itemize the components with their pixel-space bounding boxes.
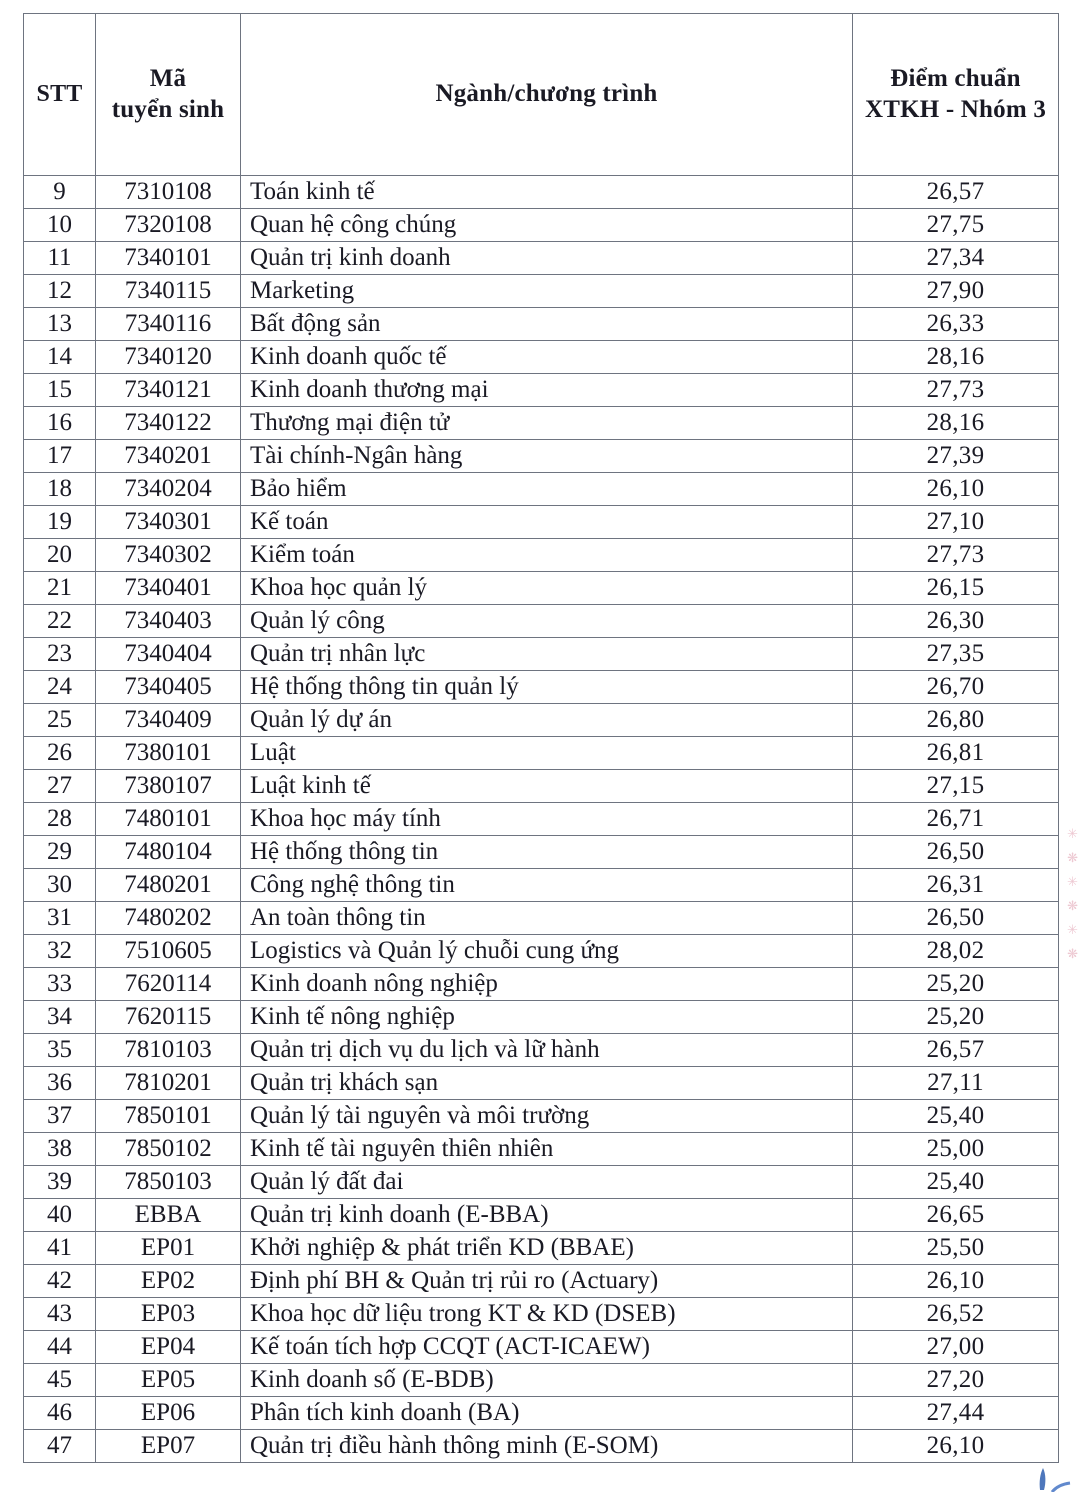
- cell-major: Quản trị kinh doanh: [241, 242, 853, 275]
- cell-score: 27,00: [853, 1331, 1059, 1364]
- table-body: [24, 176, 1059, 1463]
- cell-code: EP03: [96, 1298, 241, 1331]
- table-row: [24, 242, 1059, 275]
- cell-code: 7340101: [96, 242, 241, 275]
- cell-major: Quản lý công: [241, 605, 853, 638]
- cell-code: 7320108: [96, 209, 241, 242]
- cell-stt: 15: [24, 374, 96, 407]
- cell-major: Marketing: [241, 275, 853, 308]
- cell-code: 7380107: [96, 770, 241, 803]
- cell-major: Kinh doanh nông nghiệp: [241, 968, 853, 1001]
- cell-score: 27,90: [853, 275, 1059, 308]
- cell-score: 26,10: [853, 1265, 1059, 1298]
- column-header-stt: [24, 14, 96, 176]
- column-header-code-line1: Mã: [149, 65, 187, 92]
- cell-stt: 31: [24, 902, 96, 935]
- cell-major: Luật kinh tế: [241, 770, 853, 803]
- cell-major: Kế toán: [241, 506, 853, 539]
- cell-score: 27,39: [853, 440, 1059, 473]
- cell-code: 7850103: [96, 1166, 241, 1199]
- cell-major: Quản lý đất đai: [241, 1166, 853, 1199]
- column-header-stt-line1: STT: [36, 80, 83, 107]
- table-row: [24, 803, 1059, 836]
- cell-code: 7340116: [96, 308, 241, 341]
- cell-stt: 25: [24, 704, 96, 737]
- cell-major: Bất động sản: [241, 308, 853, 341]
- cell-stt: 27: [24, 770, 96, 803]
- cell-major: Quản trị kinh doanh (E-BBA): [241, 1199, 853, 1232]
- cell-stt: 19: [24, 506, 96, 539]
- table-row: [24, 1001, 1059, 1034]
- cell-code: 7340403: [96, 605, 241, 638]
- column-header-code: [96, 14, 241, 176]
- cell-score: 25,20: [853, 1001, 1059, 1034]
- cell-code: 7340201: [96, 440, 241, 473]
- cell-stt: 22: [24, 605, 96, 638]
- cell-code: 7480201: [96, 869, 241, 902]
- cell-score: 28,16: [853, 407, 1059, 440]
- table-header-row: [24, 14, 1059, 176]
- cell-code: 7480101: [96, 803, 241, 836]
- cell-code: 7480104: [96, 836, 241, 869]
- cell-stt: 11: [24, 242, 96, 275]
- cell-code: 7340301: [96, 506, 241, 539]
- cell-stt: 42: [24, 1265, 96, 1298]
- cell-stt: 40: [24, 1199, 96, 1232]
- cell-score: 26,10: [853, 1430, 1059, 1463]
- table-row: [24, 902, 1059, 935]
- column-header-score: [853, 14, 1059, 176]
- cell-stt: 32: [24, 935, 96, 968]
- cell-score: 25,40: [853, 1100, 1059, 1133]
- cell-stt: 24: [24, 671, 96, 704]
- cell-stt: 33: [24, 968, 96, 1001]
- cell-code: EP01: [96, 1232, 241, 1265]
- table-row: [24, 737, 1059, 770]
- cell-score: 25,40: [853, 1166, 1059, 1199]
- cell-score: 27,73: [853, 539, 1059, 572]
- bleed-through-mark: ❋: [1067, 851, 1078, 866]
- table-row: [24, 1034, 1059, 1067]
- cell-score: 26,71: [853, 803, 1059, 836]
- cell-stt: 14: [24, 341, 96, 374]
- bleed-through-mark: ❋: [1067, 899, 1078, 914]
- cell-stt: 29: [24, 836, 96, 869]
- cell-major: Khởi nghiệp & phát triển KD (BBAE): [241, 1232, 853, 1265]
- column-header-code-line2: tuyển sinh: [111, 95, 225, 123]
- cell-code: 7340122: [96, 407, 241, 440]
- cell-code: 7340409: [96, 704, 241, 737]
- table-row: [24, 506, 1059, 539]
- cell-score: 26,10: [853, 473, 1059, 506]
- table-row: [24, 572, 1059, 605]
- cell-score: 26,31: [853, 869, 1059, 902]
- cell-major: Quản trị khách sạn: [241, 1067, 853, 1100]
- table-row: [24, 539, 1059, 572]
- table-row: [24, 374, 1059, 407]
- cell-score: 25,00: [853, 1133, 1059, 1166]
- table-row: [24, 1265, 1059, 1298]
- cell-score: 25,20: [853, 968, 1059, 1001]
- cell-major: Kinh doanh quốc tế: [241, 341, 853, 374]
- table-row: [24, 1298, 1059, 1331]
- cell-major: Hệ thống thông tin: [241, 836, 853, 869]
- cell-code: 7620115: [96, 1001, 241, 1034]
- cell-stt: 45: [24, 1364, 96, 1397]
- table-row: [24, 209, 1059, 242]
- table-row: [24, 935, 1059, 968]
- cell-score: 27,44: [853, 1397, 1059, 1430]
- cell-score: 26,52: [853, 1298, 1059, 1331]
- cell-stt: 9: [24, 176, 96, 209]
- cell-score: 27,11: [853, 1067, 1059, 1100]
- cell-major: Khoa học dữ liệu trong KT & KD (DSEB): [241, 1298, 853, 1331]
- cell-code: 7340121: [96, 374, 241, 407]
- table-row: [24, 1199, 1059, 1232]
- cell-code: 7810103: [96, 1034, 241, 1067]
- cell-score: 27,34: [853, 242, 1059, 275]
- cell-major: Kinh tế nông nghiệp: [241, 1001, 853, 1034]
- cell-score: 26,30: [853, 605, 1059, 638]
- table-row: [24, 1133, 1059, 1166]
- cell-stt: 34: [24, 1001, 96, 1034]
- cell-stt: 16: [24, 407, 96, 440]
- cell-code: EP04: [96, 1331, 241, 1364]
- cell-major: Toán kinh tế: [241, 176, 853, 209]
- cell-stt: 43: [24, 1298, 96, 1331]
- cell-stt: 21: [24, 572, 96, 605]
- cell-score: 26,15: [853, 572, 1059, 605]
- cell-stt: 36: [24, 1067, 96, 1100]
- cell-major: Kiểm toán: [241, 539, 853, 572]
- cell-score: 28,16: [853, 341, 1059, 374]
- cell-stt: 37: [24, 1100, 96, 1133]
- cell-stt: 18: [24, 473, 96, 506]
- cell-stt: 39: [24, 1166, 96, 1199]
- cell-code: 7380101: [96, 737, 241, 770]
- cell-major: Khoa học quản lý: [241, 572, 853, 605]
- cell-score: 27,75: [853, 209, 1059, 242]
- cell-stt: 28: [24, 803, 96, 836]
- column-header-major-line1: Ngành/chương trình: [435, 80, 658, 108]
- cell-code: 7340115: [96, 275, 241, 308]
- cell-stt: 10: [24, 209, 96, 242]
- cell-major: Kế toán tích hợp CCQT (ACT-ICAEW): [241, 1331, 853, 1364]
- cell-code: 7810201: [96, 1067, 241, 1100]
- cell-code: EP05: [96, 1364, 241, 1397]
- cell-code: 7620114: [96, 968, 241, 1001]
- cell-major: Kinh doanh thương mại: [241, 374, 853, 407]
- bleed-through-mark: ✳: [1067, 875, 1078, 890]
- cell-code: 7510605: [96, 935, 241, 968]
- cell-stt: 47: [24, 1430, 96, 1463]
- cell-major: Kinh tế tài nguyên thiên nhiên: [241, 1133, 853, 1166]
- cell-major: Quản trị dịch vụ du lịch và lữ hành: [241, 1034, 853, 1067]
- cell-score: 26,50: [853, 902, 1059, 935]
- cell-code: EP06: [96, 1397, 241, 1430]
- table-row: [24, 275, 1059, 308]
- column-header-major: [241, 14, 853, 176]
- cell-code: 7340120: [96, 341, 241, 374]
- cell-major: Quản trị điều hành thông minh (E-SOM): [241, 1430, 853, 1463]
- bleed-through-mark: ✳: [1067, 827, 1078, 842]
- bleed-through-mark: ✳: [1067, 923, 1078, 938]
- table-row: [24, 1166, 1059, 1199]
- column-header-score-line2: XTKH - Nhóm 3: [864, 95, 1047, 123]
- cell-code: 7480202: [96, 902, 241, 935]
- cell-code: EP07: [96, 1430, 241, 1463]
- cell-score: 26,81: [853, 737, 1059, 770]
- cell-major: Hệ thống thông tin quản lý: [241, 671, 853, 704]
- table-row: [24, 1067, 1059, 1100]
- table-row: [24, 473, 1059, 506]
- cell-stt: 17: [24, 440, 96, 473]
- table-row: [24, 704, 1059, 737]
- cell-major: Tài chính-Ngân hàng: [241, 440, 853, 473]
- cell-stt: 41: [24, 1232, 96, 1265]
- cell-code: 7340405: [96, 671, 241, 704]
- admission-score-table: [23, 13, 1059, 1463]
- cell-major: Thương mại điện tử: [241, 407, 853, 440]
- cell-stt: 44: [24, 1331, 96, 1364]
- cell-stt: 46: [24, 1397, 96, 1430]
- cell-code: 7340404: [96, 638, 241, 671]
- cell-stt: 26: [24, 737, 96, 770]
- cell-major: Bảo hiểm: [241, 473, 853, 506]
- cell-score: 27,15: [853, 770, 1059, 803]
- cell-score: 27,35: [853, 638, 1059, 671]
- table-row: [24, 1100, 1059, 1133]
- cell-major: Quan hệ công chúng: [241, 209, 853, 242]
- table-row: [24, 1397, 1059, 1430]
- cell-code: EP02: [96, 1265, 241, 1298]
- cell-major: Logistics và Quản lý chuỗi cung ứng: [241, 935, 853, 968]
- cell-score: 26,70: [853, 671, 1059, 704]
- cell-score: 26,65: [853, 1199, 1059, 1232]
- table-row: [24, 407, 1059, 440]
- cell-major: Kinh doanh số (E-BDB): [241, 1364, 853, 1397]
- cell-stt: 20: [24, 539, 96, 572]
- cell-score: 28,02: [853, 935, 1059, 968]
- cell-major: Khoa học máy tính: [241, 803, 853, 836]
- cell-code: 7850101: [96, 1100, 241, 1133]
- table-row: [24, 1364, 1059, 1397]
- cell-score: 26,80: [853, 704, 1059, 737]
- cell-score: 26,57: [853, 1034, 1059, 1067]
- cell-score: 26,57: [853, 176, 1059, 209]
- table-row: [24, 1331, 1059, 1364]
- cell-stt: 38: [24, 1133, 96, 1166]
- cell-major: Quản lý dự án: [241, 704, 853, 737]
- cell-major: Định phí BH & Quản trị rủi ro (Actuary): [241, 1265, 853, 1298]
- cell-score: 26,33: [853, 308, 1059, 341]
- table-row: [24, 1430, 1059, 1463]
- cell-major: An toàn thông tin: [241, 902, 853, 935]
- cell-stt: 35: [24, 1034, 96, 1067]
- cell-code: 7310108: [96, 176, 241, 209]
- cell-major: Quản trị nhân lực: [241, 638, 853, 671]
- table-row: [24, 869, 1059, 902]
- cell-score: 27,10: [853, 506, 1059, 539]
- cell-major: Công nghệ thông tin: [241, 869, 853, 902]
- table-row: [24, 671, 1059, 704]
- table-header: [24, 14, 1059, 176]
- cell-score: 25,50: [853, 1232, 1059, 1265]
- score-table-sheet: [23, 13, 1058, 1463]
- cell-stt: 23: [24, 638, 96, 671]
- table-row: [24, 341, 1059, 374]
- table-row: [24, 968, 1059, 1001]
- cell-major: Luật: [241, 737, 853, 770]
- table-row: [24, 176, 1059, 209]
- cell-code: 7850102: [96, 1133, 241, 1166]
- cell-major: Quản lý tài nguyên và môi trường: [241, 1100, 853, 1133]
- column-header-score-line1: Điểm chuẩn: [890, 65, 1021, 92]
- table-row: [24, 770, 1059, 803]
- cell-major: Phân tích kinh doanh (BA): [241, 1397, 853, 1430]
- cell-stt: 12: [24, 275, 96, 308]
- cell-score: 27,73: [853, 374, 1059, 407]
- cell-score: 27,20: [853, 1364, 1059, 1397]
- cell-code: 7340302: [96, 539, 241, 572]
- bleed-through-mark: ❋: [1067, 947, 1078, 962]
- cell-code: EBBA: [96, 1199, 241, 1232]
- table-row: [24, 308, 1059, 341]
- ink-signature-mark: [1030, 1462, 1072, 1492]
- cell-stt: 13: [24, 308, 96, 341]
- table-row: [24, 605, 1059, 638]
- table-row: [24, 638, 1059, 671]
- cell-code: 7340401: [96, 572, 241, 605]
- table-row: [24, 1232, 1059, 1265]
- table-row: [24, 440, 1059, 473]
- cell-score: 26,50: [853, 836, 1059, 869]
- cell-code: 7340204: [96, 473, 241, 506]
- cell-stt: 30: [24, 869, 96, 902]
- table-row: [24, 836, 1059, 869]
